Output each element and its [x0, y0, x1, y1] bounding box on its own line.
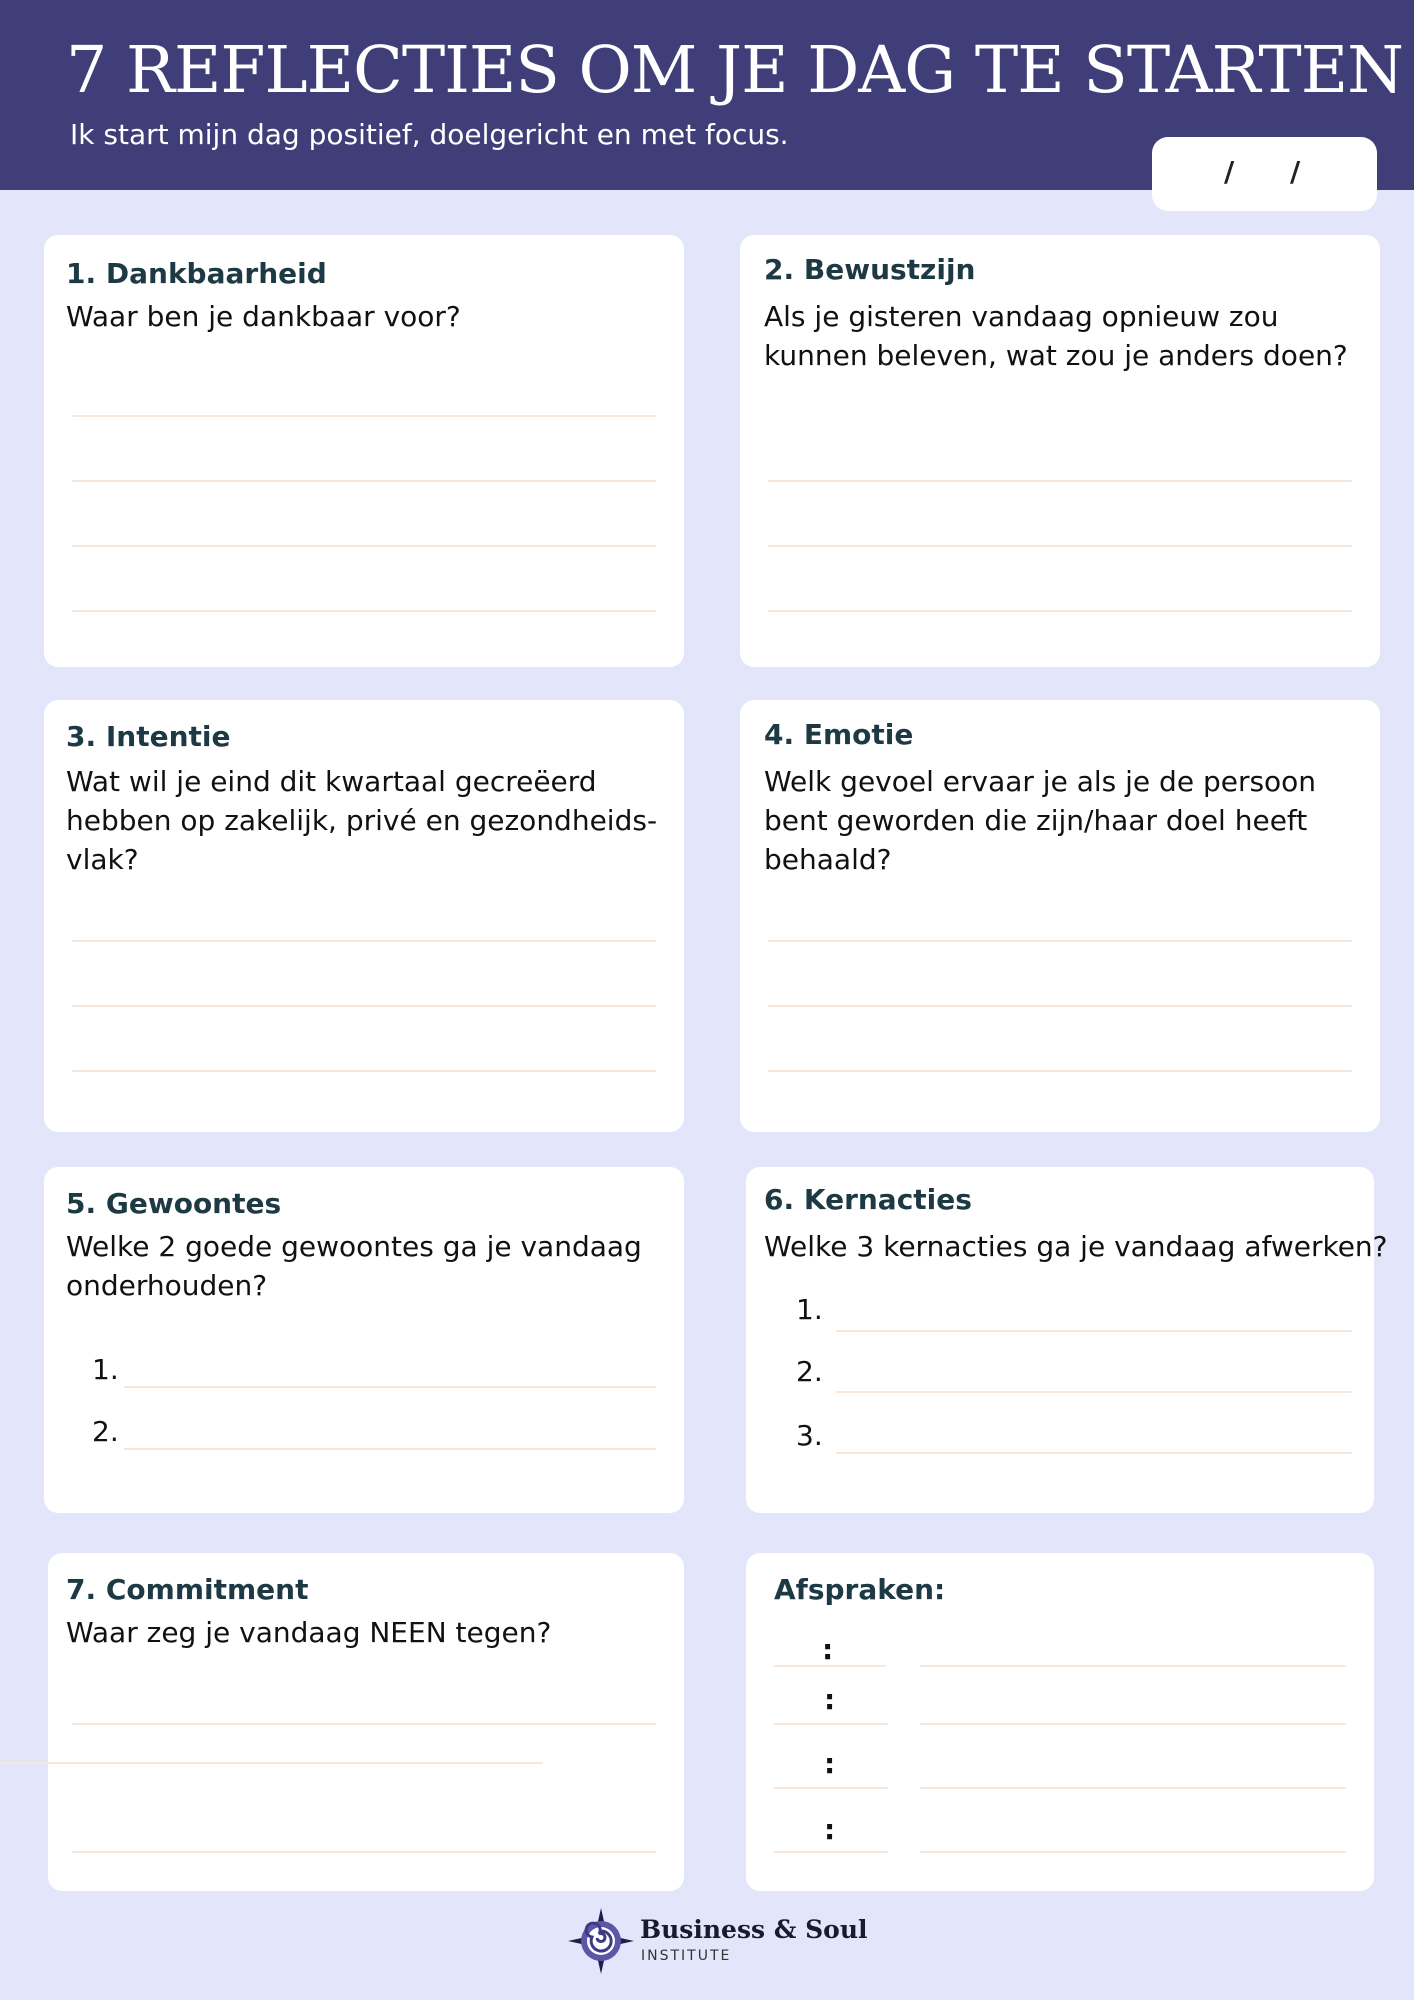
card-title: 4. Emotie — [764, 718, 914, 751]
answer-line[interactable] — [72, 415, 656, 417]
brand-subtitle: INSTITUTE — [641, 1948, 732, 1964]
card-question: Welke 3 kernacties ga je vandaag afwerken? — [764, 1230, 1388, 1263]
card-question: onderhouden? — [66, 1269, 268, 1302]
card-title: 5. Gewoontes — [66, 1187, 282, 1220]
answer-line[interactable] — [768, 1005, 1352, 1007]
card-question: bent geworden die zijn/haar doel heeft — [764, 804, 1308, 837]
spiral-compass-icon — [566, 1906, 636, 1976]
card-gewoontes — [44, 1167, 684, 1513]
time-separator: : — [822, 1633, 834, 1666]
card-question: Waar zeg je vandaag NEEN tegen? — [66, 1616, 552, 1649]
answer-line[interactable] — [124, 1448, 656, 1450]
card-bewustzijn — [740, 235, 1380, 667]
answer-line[interactable] — [836, 1391, 1352, 1393]
card-afspraken — [746, 1553, 1374, 1891]
time-separator: : — [824, 1747, 836, 1780]
card-kernacties — [746, 1167, 1388, 1513]
page-subtitle: Ik start mijn dag positief, doelgericht en met focus. — [70, 118, 789, 151]
brand-name: Business & Soul — [640, 1915, 868, 1944]
card-question: Waar ben je dankbaar voor? — [66, 300, 461, 333]
date-separator: / — [1290, 155, 1301, 188]
card-title: 3. Intentie — [66, 720, 231, 753]
answer-line[interactable] — [72, 1723, 656, 1725]
date-separator: / — [1224, 155, 1235, 188]
answer-line[interactable] — [768, 480, 1352, 482]
card-question: kunnen beleven, wat zou je anders doen? — [764, 339, 1348, 372]
list-number: 3. — [796, 1419, 823, 1452]
list-number: 2. — [92, 1415, 119, 1448]
answer-line[interactable] — [72, 940, 656, 942]
answer-line[interactable] — [72, 1070, 656, 1072]
answer-line[interactable] — [72, 1851, 656, 1853]
card-question: hebben op zakelijk, privé en gezondheids- — [66, 804, 658, 837]
time-field[interactable] — [774, 1723, 888, 1725]
answer-line[interactable] — [768, 610, 1352, 612]
time-field[interactable] — [774, 1851, 888, 1853]
card-title: 7. Commitment — [66, 1573, 309, 1606]
appointment-line[interactable] — [920, 1787, 1346, 1789]
answer-line[interactable] — [836, 1330, 1352, 1332]
card-question: Wat wil je eind dit kwartaal gecreëerd — [66, 765, 597, 798]
card-emotie — [740, 700, 1380, 1132]
answer-line[interactable] — [124, 1386, 656, 1388]
answer-line[interactable] — [72, 1005, 656, 1007]
card-title: 1. Dankbaarheid — [66, 257, 327, 290]
card-dankbaarheid — [44, 235, 684, 667]
appointment-line[interactable] — [920, 1665, 1346, 1667]
card-question: Welke 2 goede gewoontes ga je vandaag — [66, 1230, 642, 1263]
card-question: Welk gevoel ervaar je als je de persoon — [764, 765, 1317, 798]
date-field[interactable] — [1152, 137, 1377, 211]
appointment-line[interactable] — [920, 1723, 1346, 1725]
answer-line[interactable] — [72, 610, 656, 612]
page-title: 7 REFLECTIES OM JE DAG TE STARTEN — [66, 33, 1404, 108]
appointment-line[interactable] — [920, 1851, 1346, 1853]
answer-line[interactable] — [72, 545, 656, 547]
list-number: 2. — [796, 1355, 823, 1388]
card-title: 6. Kernacties — [764, 1183, 972, 1216]
answer-line[interactable] — [836, 1452, 1352, 1454]
time-field[interactable] — [774, 1665, 886, 1667]
list-number: 1. — [92, 1353, 119, 1386]
card-question: behaald? — [764, 843, 892, 876]
answer-line[interactable] — [768, 1070, 1352, 1072]
card-intentie — [44, 700, 684, 1132]
card-question: Als je gisteren vandaag opnieuw zou — [764, 300, 1279, 333]
answer-line[interactable] — [72, 480, 656, 482]
answer-line[interactable] — [768, 545, 1352, 547]
answer-line[interactable] — [768, 940, 1352, 942]
card-title: 2. Bewustzijn — [764, 253, 976, 286]
time-field[interactable] — [774, 1787, 888, 1789]
time-separator: : — [824, 1683, 836, 1716]
time-separator: : — [824, 1813, 836, 1846]
card-question: vlak? — [66, 843, 139, 876]
card-commitment — [48, 1553, 684, 1891]
list-number: 1. — [796, 1293, 823, 1326]
stray-answer-line[interactable] — [0, 1762, 543, 1764]
card-title: Afspraken: — [774, 1573, 946, 1606]
